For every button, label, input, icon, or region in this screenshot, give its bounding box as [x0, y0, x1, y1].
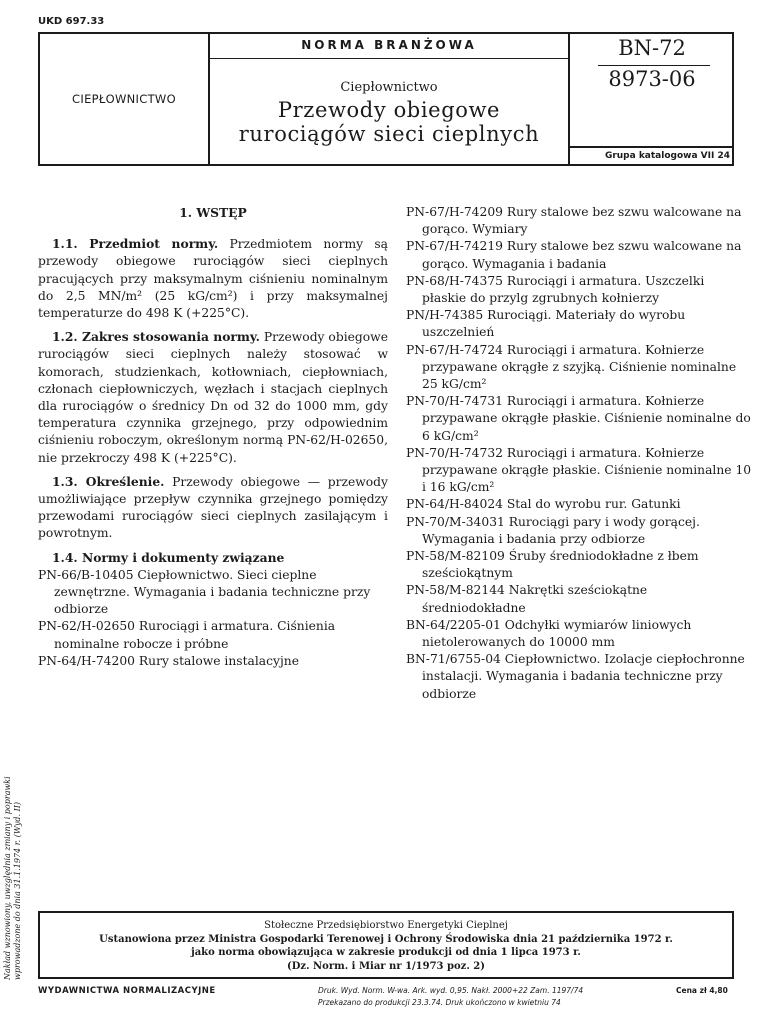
- paragraph-1-2: [38, 328, 388, 467]
- paragraph-1-4-heading: 1.4. Normy i dokumenty związane: [52, 549, 285, 565]
- header-category: CIEPŁOWNICTWO: [72, 92, 176, 106]
- reference-item: PN-70/H-74732 Rurociągi i armatura. Kołnierze przypawane okrągłe płaskie. Ciśnienie nominalne 10 i 16 kG/cm²: [406, 445, 752, 495]
- price-label: Cena zł 4,80: [676, 986, 728, 995]
- reference-item: BN-71/6755-04 Ciepłownictwo. Izolacje ciepłochronne instalacji. Wymagania i badania techniczne przy odbiorze: [406, 652, 745, 701]
- footer-effective: jako norma obowiązująca w zakresie produkcji od dnia 1 lipca 1973 r.: [191, 947, 581, 958]
- header-rule: [210, 58, 568, 59]
- reference-item: PN-70/H-74731 Rurociągi i armatura. Kołnierze przypawane okrągłe płaskie. Ciśnienie nominalne do 6 kG/cm²: [406, 394, 751, 443]
- document-title-line1: Przewody obiegowe: [277, 98, 501, 122]
- header-norma-label: NORMA BRANŻOWA: [301, 38, 477, 52]
- left-column: [38, 204, 388, 670]
- paragraph-1-2-heading: 1.2. Zakres stosowania normy.: [52, 329, 260, 345]
- reference-item: PN-66/B-10405 Ciepłownictwo. Sieci cieplne zewnętrzne. Wymagania i badania techniczne przy odbiorze: [38, 567, 371, 617]
- reference-item: PN-67/H-74219 Rury stalowe bez szwu walcowane na gorąco. Wymagania i badania: [406, 239, 742, 271]
- bn-code-bottom: 8973-06: [608, 67, 696, 91]
- reference-item: PN-64/H-74200 Rury stalowe instalacyjne: [38, 653, 299, 668]
- grupa-rule: [570, 146, 734, 148]
- paragraph-1-2-text: Przewody obiegowe rurociągów sieci cieplnych należy stosować w komorach, studzienkach, kotłowniach, ciepłowniach, członach ciepłowniczych, węzłach i stacjach cieplnych dla rurociągów o średnicy Dn od 32 do 1000 mm, gdy temperatura czynnika grzejnego, przy odpowiednim ciśnieniu roboczym, określonym normą PN-62/H-02650, nie przekroczy 498 K (+225°C).: [38, 330, 388, 465]
- publisher-label: WYDAWNICTWA NORMALIZACYJNE: [38, 986, 216, 996]
- right-column: [406, 204, 752, 703]
- print-info-1: Druk. Wyd. Norm. W-wa. Ark. wyd. 0,95. Nakł. 2000+22 Zam. 1197/74: [318, 986, 584, 995]
- footer-journal: (Dz. Norm. i Miar nr 1/1973 poz. 2): [287, 960, 485, 972]
- reference-item: PN-67/H-74209 Rury stalowe bez szwu walcowane na gorąco. Wymiary: [406, 205, 742, 237]
- section-title: 1. WSTĘP: [179, 205, 247, 220]
- footer-box: [38, 911, 734, 979]
- document-title: [210, 98, 568, 146]
- catalog-group: Grupa katalogowa VII 24: [604, 151, 730, 161]
- reference-item: PN/H-74385 Rurociągi. Materiały do wyrobu uszczelnień: [406, 308, 686, 340]
- footer-institution: Stołeczne Przedsiębiorstwo Energetyki Cieplnej: [264, 920, 508, 931]
- reference-item: PN-67/H-74724 Rurociągi i armatura. Kołnierze przypawane okrągłe z szyjką. Ciśnienie nominalne 25 kG/cm²: [406, 342, 737, 392]
- side-note-line2: wprowadzone do dnia 31.1.1974 r. (Wyd. II): [13, 801, 22, 980]
- reference-item: PN-58/M-82109 Śruby średniodokładne z łbem sześciokątnym: [406, 549, 699, 581]
- reference-item: PN-64/H-84024 Stal do wyrobu rur. Gatunki: [406, 497, 681, 512]
- side-note: [3, 720, 23, 980]
- udk-code: UKD 697.33: [38, 16, 105, 27]
- bn-code-rule: [598, 65, 710, 66]
- paragraph-1-1-text: Przedmiotem normy są przewody obiegowe rurociągów sieci cieplnych pracujących przy maksymalnym ciśnieniu nominalnym do 2,5 MN/m² (25 kG/cm²) i przy maksymalnej temperaturze do 498 K (+225°C).: [38, 237, 388, 321]
- paragraph-1-1: [38, 235, 388, 322]
- print-info-2: Przekazano do produkcji 23.3.74. Druk ukończono w kwietniu 74: [318, 998, 561, 1007]
- bn-code-top: BN-72: [618, 36, 686, 60]
- paragraph-1-3-text: Przewody obiegowe — przewody umożliwiające przepływ czynnika grzejnego pomiędzy przewodami rurociągów sieci cieplnych zasilającym i powrotnym.: [38, 474, 389, 541]
- reference-item: PN-70/M-34031 Rurociągi pary i wody gorącej. Wymagania i badania przy odbiorze: [406, 514, 700, 546]
- reference-item: PN-62/H-02650 Rurociągi i armatura. Ciśnienia nominalne robocze i próbne: [38, 619, 336, 651]
- paragraph-1-3: [38, 473, 388, 543]
- side-note-line1: Nakład wznowiony, uwzględnia zmiany i poprawki: [3, 776, 12, 980]
- reference-item: PN-58/M-82144 Nakrętki sześciokątne średniodokładne: [406, 583, 648, 615]
- footer-established: Ustanowiona przez Ministra Gospodarki Terenowej i Ochrony Środowiska dnia 21 października 1972 r.: [99, 933, 673, 945]
- paragraph-1-3-heading: 1.3. Określenie.: [52, 473, 165, 489]
- paragraph-1-1-heading: 1.1. Przedmiot normy.: [52, 236, 219, 252]
- header-box: [38, 32, 734, 166]
- document-title-line2: rurociągów sieci cieplnych: [238, 122, 540, 146]
- header-subtitle: Ciepłownictwo: [340, 80, 438, 95]
- reference-item: BN-64/2205-01 Odchyłki wymiarów liniowych nietolerowanych do 10000 mm: [406, 617, 692, 650]
- reference-item: PN-68/H-74375 Rurociągi i armatura. Uszczelki płaskie do przylg zgrubnych kołnierzy: [406, 273, 705, 306]
